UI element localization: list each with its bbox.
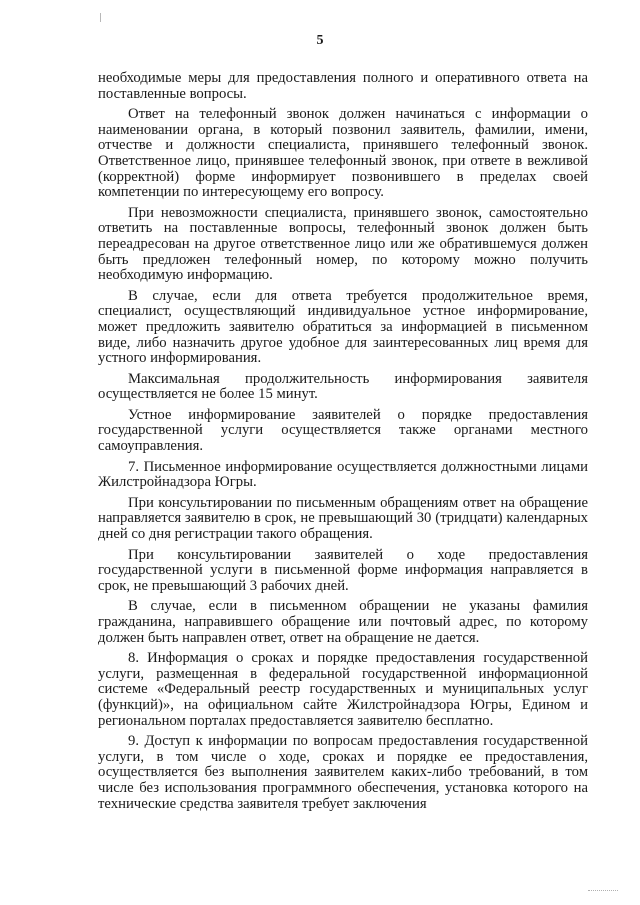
paragraph: В случае, если для ответа требуется продолжительное время, специалист, осуществляющий индивидуальное устное информирование, может предложить заявителю обратиться за информацией в письменном виде, либо назначить другое удобное для заинтересованных лиц время для устного информирования. [98,287,588,367]
paragraph: необходимые меры для предоставления полного и оперативного ответа на поставленные вопросы. [98,70,588,102]
scan-mark [100,13,101,22]
paragraph: При невозможности специалиста, принявшего звонок, самостоятельно ответить на поставленные вопросы, телефонный звонок должен быть переадресован на другое ответственное лицо или же обратившемуся должен быть предложен телефонный номер, по которому можно получить необходимую информацию. [98,204,588,284]
paragraph: В случае, если в письменном обращении не указаны фамилия гражданина, направившего обращение или почтовый адрес, по которому должен быть направлен ответ, ответ на обращение не дается. [98,598,588,646]
paragraph: 8. Информация о сроках и порядке предоставления государственной услуги, размещенная в федеральной государственной информационной системе «Федеральный реестр государственных и муниципальных услуг (функций)», на официальном сайте Жилстройнадзора Югры, Едином и региональном порталах предоставляется заявителю бесплатно. [98,650,588,729]
paragraph: 7. Письменное информирование осуществляется должностными лицами Жилстройнадзора Югры. [98,458,588,491]
paragraph: Устное информирование заявителей о порядке предоставления государственной услуги осуществляется также органами местного самоуправления. [98,406,588,455]
document-body [98,71,588,817]
paragraph: 9. Доступ к информации по вопросам предоставления государственной услуги, в том числе о ходе, сроках и порядке ее предоставления, осуществляется без выполнения заявителем каких-либо требований, в том числе без использования программного обеспечения, установка которого на технические средства заявителя требует заключения [98,733,588,812]
page-number: 5 [316,33,324,48]
paragraph: При консультировании заявителей о ходе предоставления государственной услуги в письменной форме информация направляется в срок, не превышающий 3 рабочих дней. [98,546,588,594]
paragraph: Максимальная продолжительность информирования заявителя осуществляется не более 15 минут. [98,370,588,403]
paragraph: При консультировании по письменным обращениям ответ на обращение направляется заявителю в срок, не превышающий 30 (тридцати) календарных дней со дня регистрации такого обращения. [98,494,588,543]
paragraph: Ответ на телефонный звонок должен начинаться с информации о наименовании органа, в который позвонил заявитель, фамилии, имени, отчестве и должности специалиста, принявшего телефонный звонок. Ответственное лицо, принявшее телефонный звонок, при ответе в вежливой (корректной) форме информирует позвонившего в пределах своей компетенции по интересующему его вопросу. [98,106,588,201]
scan-mark [588,890,618,893]
